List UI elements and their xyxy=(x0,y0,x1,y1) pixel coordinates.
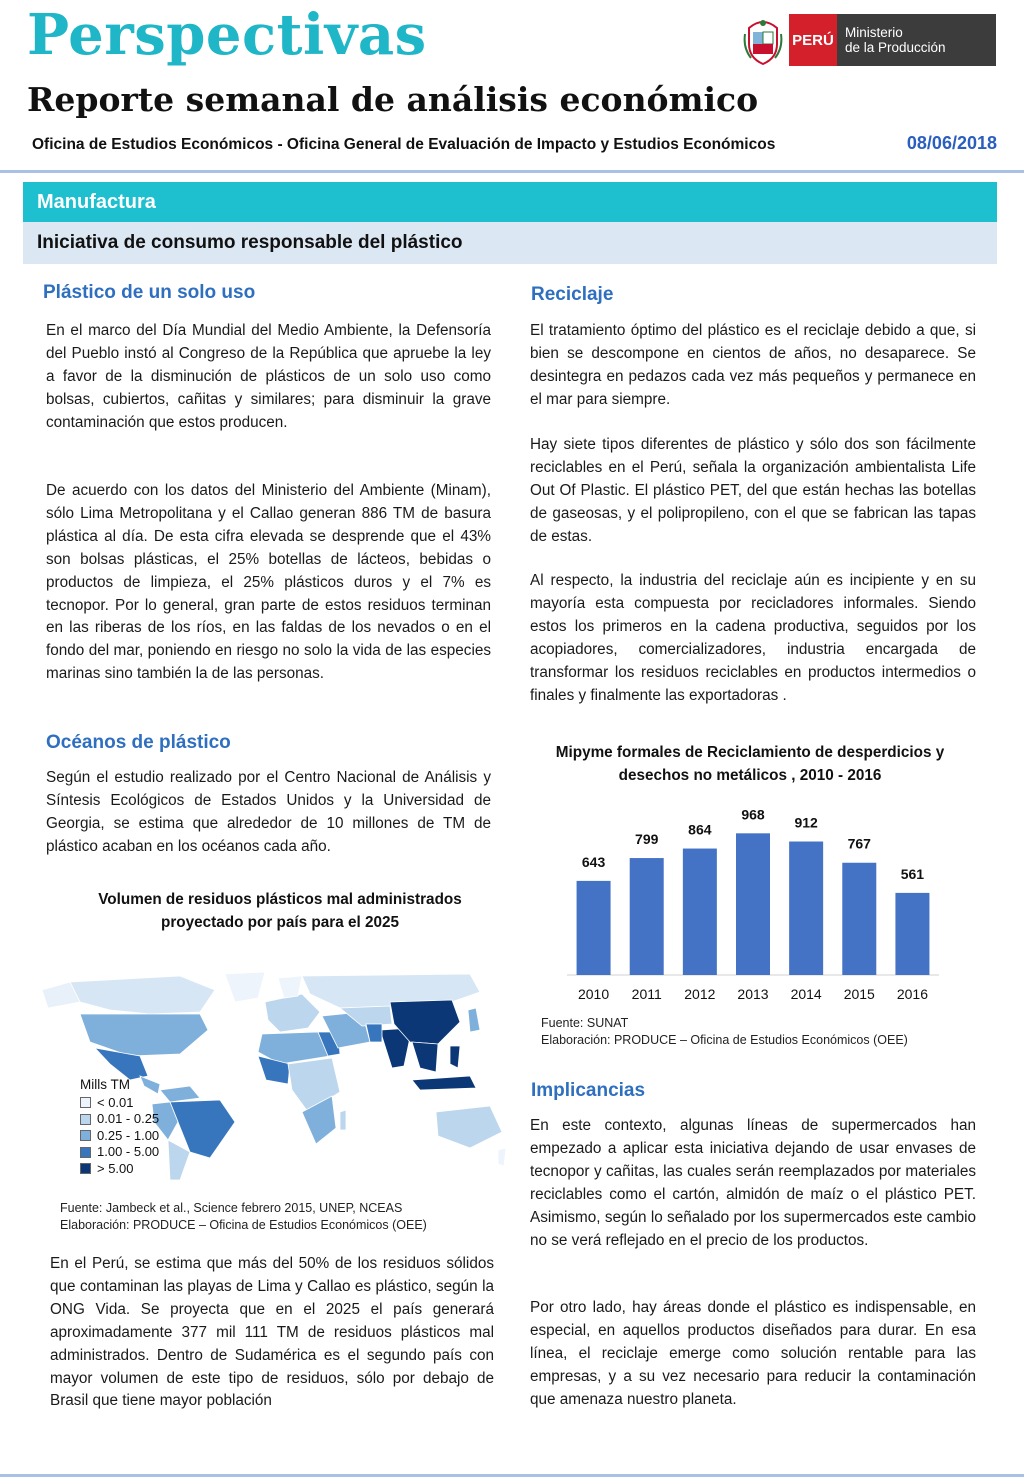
paragraph-implications-2: Por otro lado, hay áreas donde el plástico es indispensable, en especial, en aquellos productos diseñados para durar. En esa línea, el reciclaje emerge como solución rentable para las empresas, y a su vez necesario para reducir la contaminación que amenaza nuestro planeta. xyxy=(530,1299,976,1408)
chart-data-label-2011: 799 xyxy=(635,831,659,848)
peru-badge: PERÚ xyxy=(789,14,837,66)
map-legend-title: Mills TM xyxy=(80,1077,130,1092)
heading-single-use: Plástico de un solo uso xyxy=(43,282,256,303)
chart-bar-2016 xyxy=(895,893,929,975)
chart-bar-2013 xyxy=(736,833,770,975)
topic-bar: Iniciativa de consumo responsable del plástico xyxy=(23,222,997,264)
map-legend-item xyxy=(80,1095,159,1112)
map-source: Fuente: Jambeck et al., Science febrero 2015, UNEP, NCEAS xyxy=(60,1201,403,1215)
ministry-line-2: de la Producción xyxy=(845,40,946,55)
chart-source: Fuente: SUNAT xyxy=(541,1016,629,1030)
map-legend-item xyxy=(80,1111,159,1128)
chart-data-label-2010: 643 xyxy=(581,853,606,870)
report-date: 08/06/2018 xyxy=(906,133,997,153)
chart-elaboration: Elaboración: PRODUCE – Oficina de Estudios Económicos (OEE) xyxy=(541,1033,908,1047)
map-new-zealand xyxy=(498,1148,506,1166)
map-venezuela xyxy=(160,1086,200,1102)
paragraph-recycling-3: Al respecto, la industria del reciclaje aún es incipiente y en su mayoría esta compuesta por recicladores informales. Siendo estos los primeros en la cadena productiva, seguidos por los acopiadores, comercializadores, industria encargada de transformar los residuos reciclables en productos intermedios o finales y finalmente las exportadoras . xyxy=(530,572,976,704)
map-canada xyxy=(70,976,215,1014)
map-southeast-asia xyxy=(412,1042,438,1072)
map-legend-label: > 5.00 xyxy=(97,1160,134,1176)
map-indonesia xyxy=(412,1076,476,1090)
map-greenland xyxy=(225,972,265,1002)
chart-data-label-2012: 864 xyxy=(688,821,712,838)
map-legend-swatch xyxy=(80,1130,91,1141)
chart-bar-2012 xyxy=(683,849,717,975)
chart-data-label-2014: 912 xyxy=(794,814,818,831)
chart-tick-label-2013: 2013 xyxy=(737,986,769,1002)
map-legend xyxy=(80,1077,159,1177)
chart-data-label-2013: 968 xyxy=(741,806,765,823)
bar-chart xyxy=(567,800,939,1010)
footer-divider xyxy=(0,1474,1024,1477)
chart-tick-label-2016: 2016 xyxy=(896,986,929,1002)
paragraph-single-use-2: De acuerdo con los datos del Ministerio del Ambiente (Minam), sólo Lima Metropolitana y el Callao generan 886 TM de basura plástica al día. De esta cifra elevada se desprende que el 43% son bolsas plásticas, el 25% botellas de lácteos, bebidas o productos de limpieza, el 25% plásticos duros y el 7% es tecnopor. Por lo general, gran parte de estos residuos terminan en las riberas de los ríos, en las faldas de los nevados o en el fondo del mar, poniendo en riesgo no solo la vida de las especies marinas sino también la de las personas. xyxy=(46,482,491,683)
heading-recycling: Reciclaje xyxy=(531,284,614,305)
paragraph-peru-waste: En el Perú, se estima que más del 50% de los residuos sólidos que contaminan las playas de Lima y Callao es plástico, según la ONG Vida. Se proyecta que en el 2025 el país generará aproximadamente 377 mil 111 TM de residuos plásticos mal administrados. Dentro de Sudamérica es el segundo país con mayor volumen de este tipo de residuos, sólo por debajo de Brasil que tiene mayor población xyxy=(50,1255,494,1410)
chart-tick-label-2010: 2010 xyxy=(577,986,610,1002)
ministry-name xyxy=(837,14,996,66)
heading-oceans: Océanos de plástico xyxy=(46,732,231,753)
chart-tick-label-2015: 2015 xyxy=(843,986,875,1002)
paragraph-single-use-1: En el marco del Día Mundial del Medio Ambiente, la Defensoría del Pueblo instó al Congreso de la República que apruebe la ley a favor de la disminución de plásticos de un solo uso como bolsas, cubiertos, cañitas y similares; para disminuir la grave contaminación que estos producen. xyxy=(46,322,491,431)
map-japan xyxy=(468,1008,480,1032)
chart-tick-label-2014: 2014 xyxy=(790,986,822,1002)
map-legend-swatch xyxy=(80,1097,91,1108)
map-europe xyxy=(265,994,320,1032)
map-australia xyxy=(436,1106,502,1148)
paragraph-implications-1: En este contexto, algunas líneas de supermercados han empezado a aplicar esta iniciativa dejando de usar envases de tecnopor y cañitas, las cuales serán reemplazados por materiales reciclables como el cartón, almidón de maíz o el plástico PET. Asimismo, según lo señalado por los supermercados este cambio no se verá reflejado en el precio de los productos. xyxy=(530,1117,976,1249)
chart-data-label-2015: 767 xyxy=(847,835,871,852)
chart-bar-2015 xyxy=(842,863,876,975)
chart-tick-label-2011: 2011 xyxy=(631,986,662,1002)
map-legend-swatch xyxy=(80,1163,91,1174)
map-legend-swatch xyxy=(80,1147,91,1158)
coat-of-arms-icon xyxy=(743,14,783,66)
map-scandinavia xyxy=(278,976,302,998)
map-legend-item xyxy=(80,1144,159,1161)
paragraph-recycling-2: Hay siete tipos diferentes de plástico y sólo dos son fácilmente reciclables en el Perú, señala la organización ambientalista Life Out Of Plastic. El plástico PET, del que están hechas las botellas de gaseosas, y el polipropileno, con el que se fabrican las tapas de estas. xyxy=(530,436,976,545)
chart-bar-2010 xyxy=(577,881,611,975)
chart-title: Mipyme formales de Reciclamiento de desperdicios y desechos no metálicos , 2010 - 2016 xyxy=(555,744,945,784)
chart-data-label-2016: 561 xyxy=(900,865,925,882)
paragraph-recycling-1: El tratamiento óptimo del plástico es el reciclaje debido a que, si bien se descompone en cientos de años, no desaparece. Se desintegra en pedazos cada vez más pequeños y permanece en el mar para siempre. xyxy=(530,322,976,408)
offices-line: Oficina de Estudios Económicos - Oficina General de Evaluación de Impacto y Estudios Económicos xyxy=(32,136,776,153)
map-philippines xyxy=(450,1046,460,1068)
map-title: Volumen de residuos plásticos mal administrados proyectado por país para el 2025 xyxy=(98,891,462,931)
header-divider xyxy=(0,170,1024,173)
brand-title: Perspectivas xyxy=(27,2,427,68)
map-legend-label: 0.01 - 0.25 xyxy=(97,1111,160,1126)
map-legend-label: < 0.01 xyxy=(97,1094,134,1110)
map-southern-cone xyxy=(168,1140,190,1180)
map-elaboration: Elaboración: PRODUCE – Oficina de Estudios Económicos (OEE) xyxy=(60,1218,427,1232)
ministry-line-1: Ministerio xyxy=(845,25,903,40)
chart-bar-2014 xyxy=(789,842,823,975)
chart-tick-label-2012: 2012 xyxy=(684,986,716,1002)
heading-implications: Implicancias xyxy=(531,1080,646,1101)
ministry-logo xyxy=(743,14,996,66)
map-legend-item xyxy=(80,1128,159,1145)
map-madagascar xyxy=(340,1110,346,1130)
chart-bar-2011 xyxy=(630,858,664,975)
map-legend-swatch xyxy=(80,1114,91,1125)
map-legend-item xyxy=(80,1161,159,1178)
map-legend-label: 0.25 - 1.00 xyxy=(97,1127,160,1143)
report-subtitle: Reporte semanal de análisis económico xyxy=(27,80,759,119)
section-bar: Manufactura xyxy=(23,182,997,222)
paragraph-oceans: Según el estudio realizado por el Centro Nacional de Análisis y Síntesis Ecológicos de Estados Unidos y la Universidad de Georgia, se estima que alrededor de 10 millones de TM de plástico acaban en los océanos cada año. xyxy=(46,769,491,855)
map-legend-label: 1.00 - 5.00 xyxy=(97,1144,160,1159)
